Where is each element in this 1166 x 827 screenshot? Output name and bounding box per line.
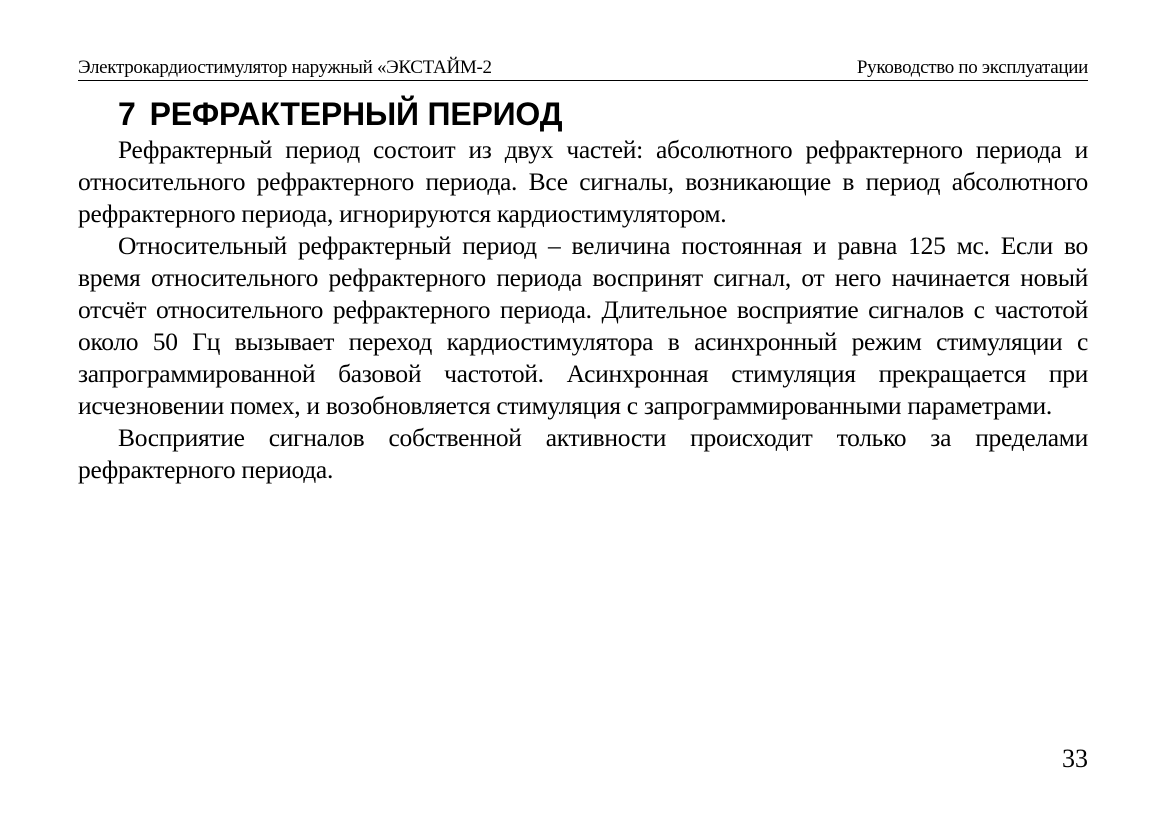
paragraph: Рефрактерный период состоит из двух частей: абсолютного рефрактерного периода и относительного рефрактерного периода. Все сигналы, возникающие в период абсолютного рефрактерного периода, игнорируются кардиостимулятором. [78,135,1088,228]
section-title: РЕФРАКТЕРНЫЙ ПЕРИОД [149,96,563,132]
section-heading [118,92,562,136]
header-manual-type: Руководство по эксплуатации [856,57,1088,78]
paragraph: Относительный рефрактерный период – величина постоянная и равна 125 мс. Если во время относительного рефрактерного периода воспринят сигнал, от него начинается новый отсчёт относительного рефрактерного периода. Длительное восприятие сигналов с частотой около 50 Гц вызывает переход кардиостимулятора в асинхронный режим стимуляции с запрограммированной базовой частотой. Асинхронная стимуляция прекращается при исчезновении помех, и возобновляется стимуляция с запрограммированными параметрами. [78,231,1088,420]
paragraph: Восприятие сигналов собственной активности происходит только за пределами рефрактерного периода. [78,423,1088,484]
header-document-title: Электрокардиостимулятор наружный «ЭКСТАЙМ-2 [78,57,492,78]
section-body [78,134,1088,486]
page-number: 33 [1062,744,1088,773]
running-header [78,56,1088,81]
section-number: 7 [118,96,136,132]
